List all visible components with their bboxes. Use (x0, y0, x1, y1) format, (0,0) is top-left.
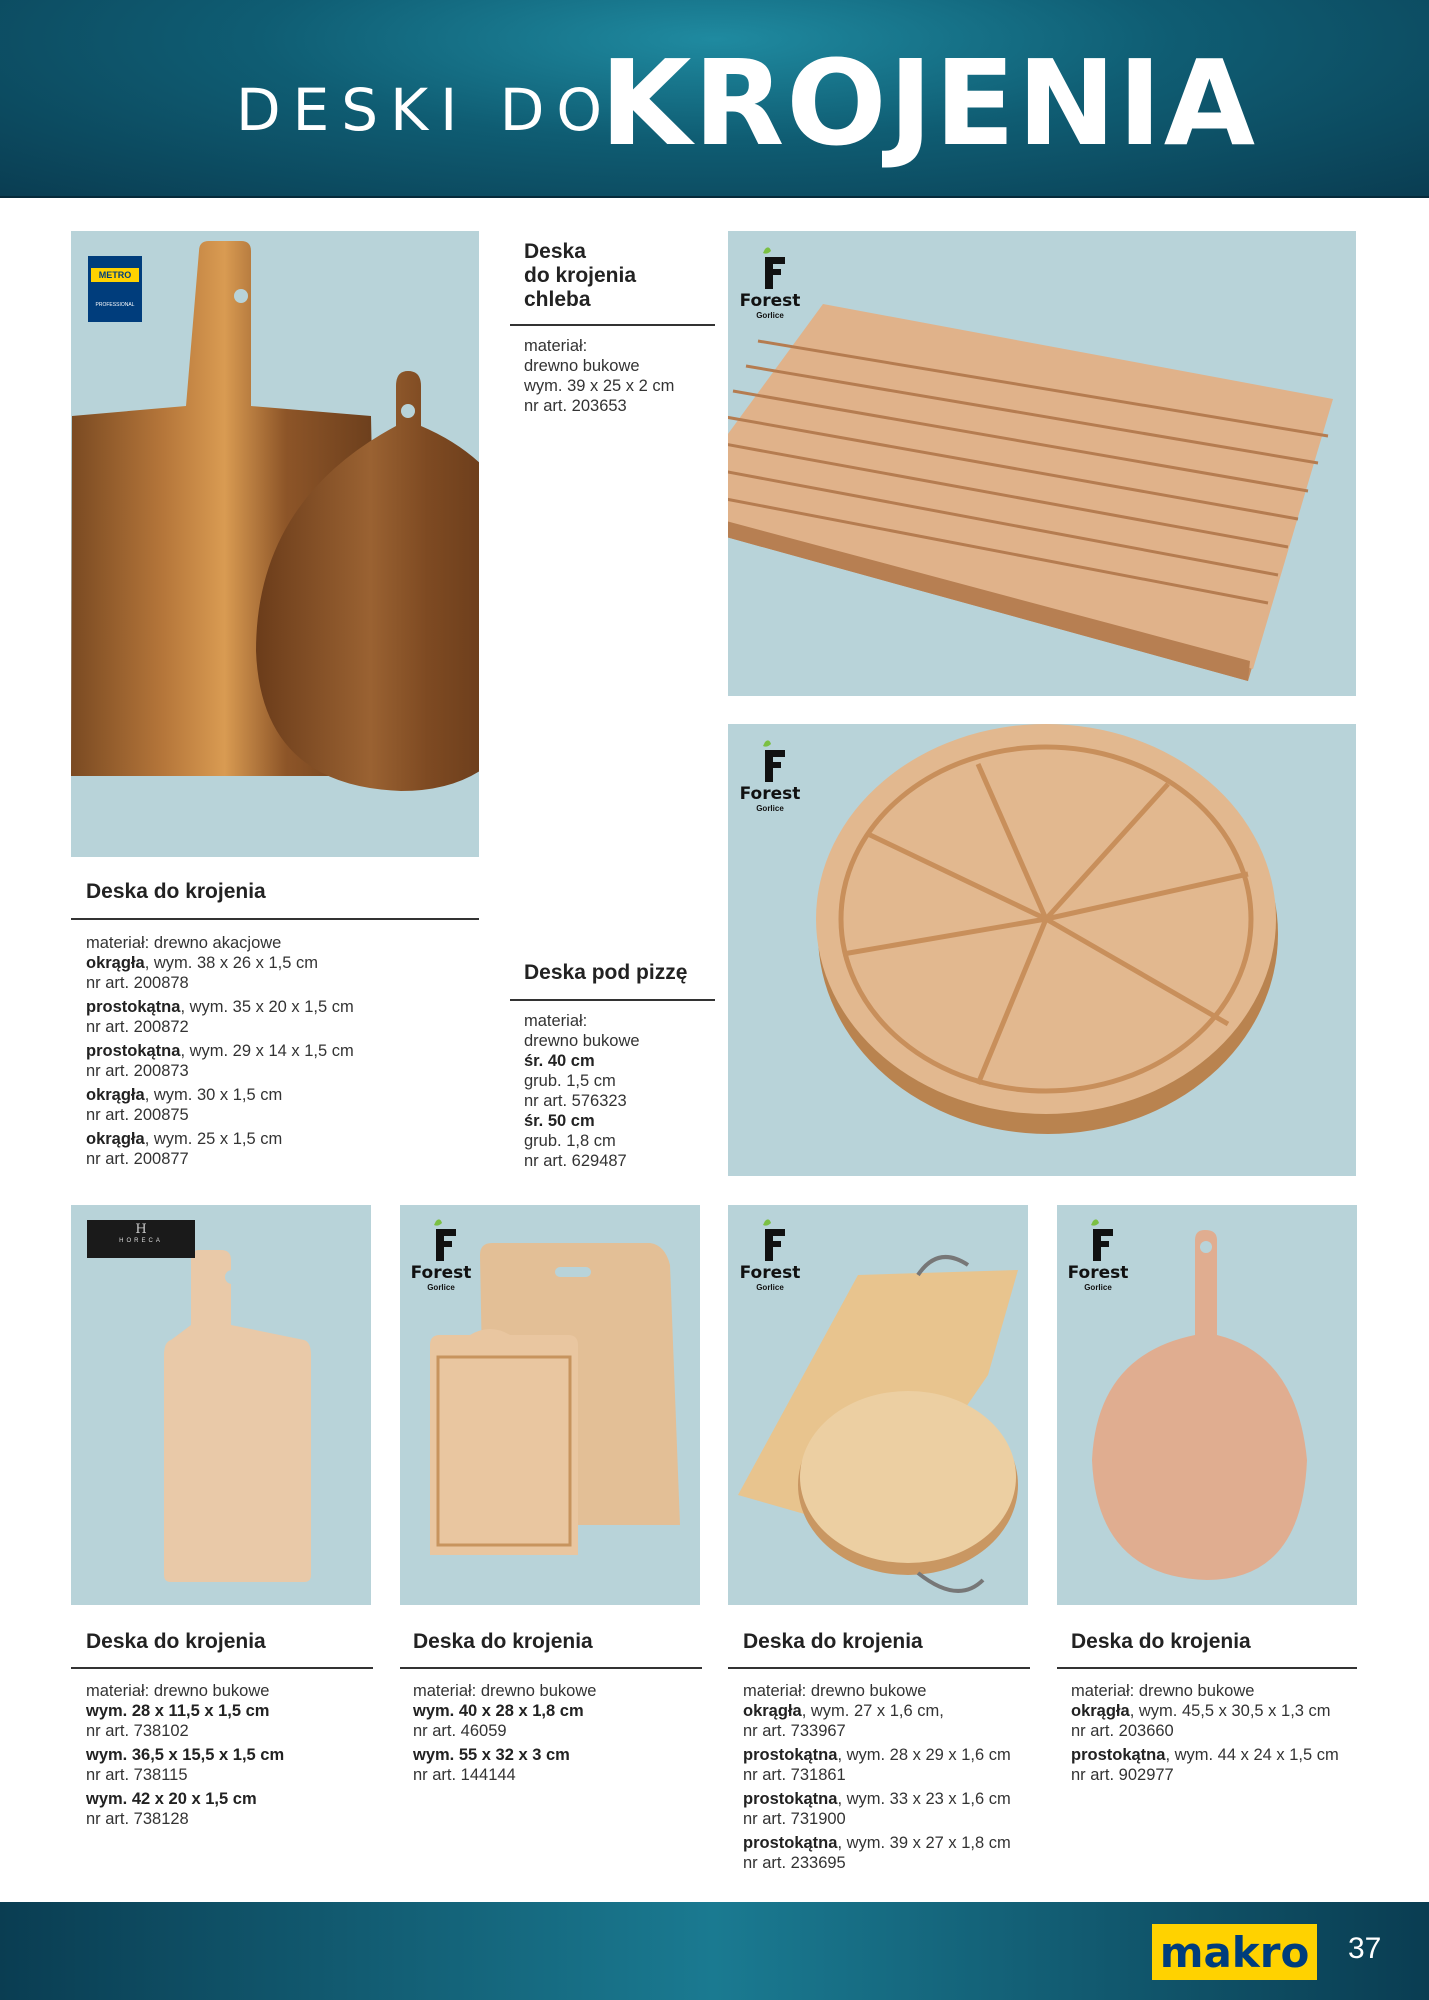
spec-line-bold: prostokątna (743, 1834, 838, 1852)
spec-acacia (86, 933, 476, 1169)
spec-line (1071, 1681, 1361, 1701)
forest-logo-subtext: Gorlice (427, 1283, 455, 1292)
spec-line (524, 1051, 714, 1071)
spec-line-text: nr art. 46059 (413, 1722, 507, 1740)
spec-line (86, 1701, 376, 1721)
pizza-board-illustration (728, 724, 1356, 1176)
spec-line: materiał: (524, 337, 588, 355)
photo-acacia-boards (71, 231, 479, 857)
spec-line (743, 1853, 1043, 1873)
spec-line (524, 1031, 714, 1051)
forest-logo (406, 1217, 476, 1297)
forest-f-icon (735, 1217, 805, 1265)
bread-board-illustration (728, 231, 1356, 696)
divider-forest-paddle (1057, 1667, 1357, 1669)
spec-line (86, 1105, 476, 1125)
divider-bread (510, 324, 715, 326)
divider-acacia (71, 918, 479, 920)
spec-line-text: , wym. 45,5 x 30,5 x 1,3 cm (1129, 1702, 1331, 1720)
spec-line (743, 1745, 1043, 1765)
spec-line-text: nr art. 200873 (86, 1062, 189, 1080)
makro-logo-text: makro (1159, 1927, 1310, 1977)
spec-line-text: nr art. 144144 (413, 1766, 516, 1784)
forest-logo-text: Forest (1067, 1263, 1129, 1283)
spec-line-text: materiał: drewno bukowe (86, 1682, 270, 1700)
horeca-polska-logo (87, 1220, 195, 1258)
spec-line-bold: wym. 55 x 32 x 3 cm (413, 1746, 570, 1764)
spec-line-text: nr art. 738115 (86, 1766, 188, 1784)
spec-line: wym. 39 x 25 x 2 cm (524, 377, 675, 395)
spec-pizza (524, 1011, 714, 1171)
acacia-boards-illustration (71, 231, 479, 857)
spec-line (1071, 1765, 1361, 1785)
forest-logo (735, 738, 805, 818)
spec-line (524, 1111, 714, 1131)
divider-forest-rect (400, 1667, 702, 1669)
spec-forest-handles (743, 1681, 1043, 1873)
spec-line-text: nr art. 902977 (1071, 1766, 1174, 1784)
spec-line-bold: śr. 50 cm (524, 1112, 595, 1130)
spec-line (86, 1789, 376, 1809)
forest-logo (1063, 1217, 1133, 1297)
spec-line-text: nr art. 629487 (524, 1152, 627, 1170)
product-title-acacia: Deska do krojenia (86, 880, 266, 903)
spec-line-bold: śr. 40 cm (524, 1052, 595, 1070)
spec-line (86, 1061, 476, 1081)
forest-logo-subtext: Gorlice (1084, 1283, 1112, 1292)
horeca-board-illustration (71, 1205, 371, 1605)
spec-line-text: materiał: drewno akacjowe (86, 934, 282, 952)
spec-line-text: , wym. 35 x 20 x 1,5 cm (180, 998, 354, 1016)
spec-line (1071, 1745, 1361, 1765)
divider-forest-handles (728, 1667, 1030, 1669)
title-light: DESKI DO (236, 76, 615, 144)
spec-line (86, 973, 476, 993)
spec-line (86, 997, 476, 1017)
product-title-bread (524, 240, 636, 312)
spec-line-text: , wym. 30 x 1,5 cm (144, 1086, 283, 1104)
product-title-forest-handles: Deska do krojenia (743, 1630, 923, 1653)
spec-line (1071, 1721, 1361, 1741)
metro-logo-text: METRO (91, 268, 139, 282)
spec-line (743, 1721, 1043, 1741)
spec-line-bold: okrągła (86, 954, 145, 972)
spec-line-text: nr art. 731861 (743, 1766, 846, 1784)
spec-line (524, 1091, 714, 1111)
product-title-forest-rect: Deska do krojenia (413, 1630, 593, 1653)
spec-line (743, 1809, 1043, 1829)
spec-line (743, 1789, 1043, 1809)
spec-line (524, 1011, 714, 1031)
spec-line: drewno bukowe (524, 357, 640, 375)
spec-line-bold: wym. 40 x 28 x 1,8 cm (413, 1702, 584, 1720)
metro-logo-subtext: PROFESSIONAL (95, 302, 135, 308)
forest-logo-subtext: Gorlice (756, 311, 784, 320)
spec-line-text: nr art. 738102 (86, 1722, 189, 1740)
spec-line-text: drewno bukowe (524, 1032, 640, 1050)
product-title-forest-paddle: Deska do krojenia (1071, 1630, 1251, 1653)
spec-line (743, 1681, 1043, 1701)
spec-line (86, 1745, 376, 1765)
spec-line-bold: wym. 28 x 11,5 x 1,5 cm (86, 1702, 270, 1720)
spec-line-bold: prostokątna (1071, 1746, 1166, 1764)
spec-line (743, 1701, 1043, 1721)
spec-line (86, 1017, 476, 1037)
spec-line-text: , wym. 39 x 27 x 1,8 cm (837, 1834, 1011, 1852)
spec-line-text: nr art. 203660 (1071, 1722, 1174, 1740)
product-title-pizza: Deska pod pizzę (524, 961, 688, 984)
spec-line (86, 1721, 376, 1741)
spec-line-bold: wym. 36,5 x 15,5 x 1,5 cm (86, 1746, 285, 1764)
spec-line-text: nr art. 738128 (86, 1810, 189, 1828)
spec-line-text: , wym. 27 x 1,6 cm, (801, 1702, 944, 1720)
forest-logo-text: Forest (739, 1263, 801, 1283)
product-title-bread-line2: do krojenia (524, 264, 637, 287)
metro-professional-logo (88, 256, 142, 322)
spec-line (743, 1833, 1043, 1853)
spec-line (86, 953, 476, 973)
spec-line-bold: prostokątna (86, 1042, 181, 1060)
spec-line (413, 1721, 703, 1741)
spec-line-text: nr art. 731900 (743, 1810, 846, 1828)
makro-logo (1152, 1924, 1317, 1980)
spec-line-bold: okrągła (86, 1086, 145, 1104)
spec-line (86, 1765, 376, 1785)
spec-line-text: materiał: (524, 1012, 588, 1030)
spec-line-text: , wym. 29 x 14 x 1,5 cm (180, 1042, 354, 1060)
spec-line-bold: wym. 42 x 20 x 1,5 cm (86, 1790, 257, 1808)
spec-line-text: materiał: drewno bukowe (1071, 1682, 1255, 1700)
spec-line (86, 1129, 476, 1149)
spec-line-text: , wym. 44 x 24 x 1,5 cm (1165, 1746, 1339, 1764)
spec-line-text: , wym. 38 x 26 x 1,5 cm (144, 954, 319, 972)
page-number: 37 (1348, 1932, 1382, 1965)
forest-logo-text: Forest (739, 291, 801, 311)
spec-forest-paddle (1071, 1681, 1361, 1785)
forest-logo (735, 1217, 805, 1297)
spec-line (86, 1085, 476, 1105)
spec-line (86, 1149, 476, 1169)
photo-bread-board (728, 231, 1356, 696)
product-title-bread-line3: chleba (524, 288, 591, 311)
forest-f-icon (1063, 1217, 1133, 1265)
forest-f-icon (735, 245, 805, 293)
forest-logo (735, 245, 805, 325)
spec-line-text: nr art. 200878 (86, 974, 189, 992)
spec-horeca (86, 1681, 376, 1829)
spec-line-text: nr art. 733967 (743, 1722, 846, 1740)
forest-logo-subtext: Gorlice (756, 1283, 784, 1292)
spec-line (413, 1681, 703, 1701)
spec-line-bold: prostokątna (86, 998, 181, 1016)
spec-line-text: nr art. 200875 (86, 1106, 189, 1124)
spec-line-text: nr art. 576323 (524, 1092, 627, 1110)
spec-line: nr art. 203653 (524, 397, 627, 415)
spec-line (86, 1809, 376, 1829)
spec-line-text: grub. 1,8 cm (524, 1132, 616, 1150)
spec-line-bold: okrągła (86, 1130, 145, 1148)
spec-line (1071, 1701, 1361, 1721)
divider-horeca (71, 1667, 373, 1669)
forest-logo-text: Forest (410, 1263, 472, 1283)
page-header (0, 0, 1429, 198)
spec-line (413, 1765, 703, 1785)
spec-bread (524, 336, 714, 416)
divider-pizza (510, 999, 715, 1001)
product-title-bread-line1: Deska (524, 240, 586, 263)
forest-logo-subtext: Gorlice (756, 804, 784, 813)
spec-line (86, 933, 476, 953)
spec-line-text: nr art. 200872 (86, 1018, 189, 1036)
spec-line-text: grub. 1,5 cm (524, 1072, 616, 1090)
spec-line-text: , wym. 28 x 29 x 1,6 cm (837, 1746, 1011, 1764)
spec-line-bold: prostokątna (743, 1790, 838, 1808)
horeca-logo-text: HORECA (119, 1238, 163, 1244)
spec-line (743, 1765, 1043, 1785)
spec-line-text: , wym. 25 x 1,5 cm (144, 1130, 283, 1148)
forest-logo-text: Forest (739, 784, 801, 804)
spec-line-text: , wym. 33 x 23 x 1,6 cm (837, 1790, 1011, 1808)
spec-line-bold: prostokątna (743, 1746, 838, 1764)
spec-line (413, 1701, 703, 1721)
spec-line (413, 1745, 703, 1765)
spec-line-text: materiał: drewno bukowe (743, 1682, 927, 1700)
spec-line (524, 1131, 714, 1151)
forest-f-icon (735, 738, 805, 786)
horeca-logo-monogram: H (135, 1222, 147, 1237)
forest-f-icon (406, 1217, 476, 1265)
spec-line (524, 1071, 714, 1091)
product-title-horeca: Deska do krojenia (86, 1630, 266, 1653)
spec-forest-rect (413, 1681, 703, 1785)
spec-line-text: materiał: drewno bukowe (413, 1682, 597, 1700)
spec-line (86, 1041, 476, 1061)
spec-line-bold: okrągła (1071, 1702, 1130, 1720)
photo-pizza-board (728, 724, 1356, 1176)
title-bold: KROJENIA (600, 34, 1258, 172)
spec-line-text: nr art. 233695 (743, 1854, 846, 1872)
photo-horeca-board (71, 1205, 371, 1605)
spec-line (86, 1681, 376, 1701)
spec-line-text: nr art. 200877 (86, 1150, 189, 1168)
spec-line (524, 1151, 714, 1171)
spec-line-bold: okrągła (743, 1702, 802, 1720)
